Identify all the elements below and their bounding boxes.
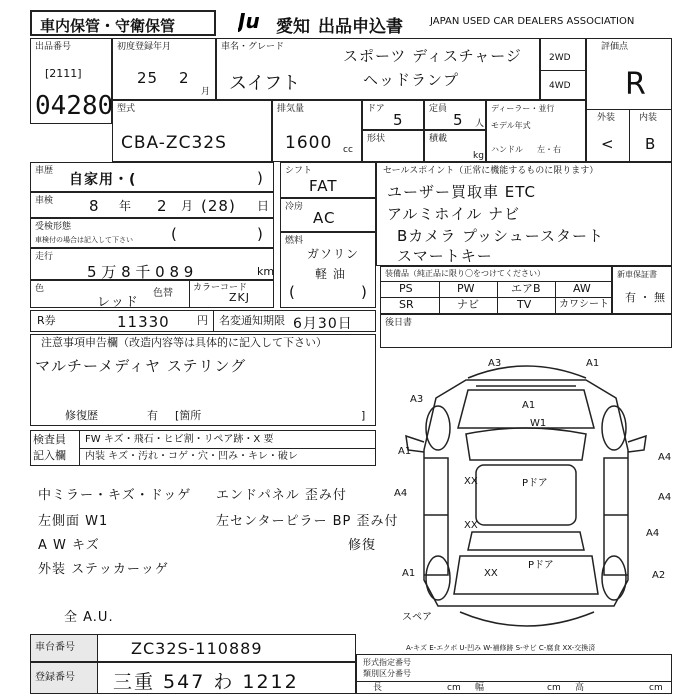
displacement-label: 排気量 — [277, 104, 305, 114]
inspector-note-5: A W キズ — [38, 538, 100, 553]
interior-grade: B — [645, 135, 657, 153]
mark-right-quarter: A2 — [652, 570, 666, 581]
length-unit: cm — [447, 683, 461, 693]
notes-label: 注意事項申告欄（改造内容等は具体的に記入して下さい） — [41, 336, 327, 349]
color-code: ZKJ — [229, 291, 250, 304]
mark-trunk-p: Pドア — [528, 560, 554, 571]
aircon-box — [280, 198, 376, 232]
width-label: 幅 — [475, 683, 485, 693]
equip-aw: AW — [573, 282, 591, 295]
ju-logo — [238, 8, 278, 34]
association-name: JAPAN USED CAR DEALERS ASSOCIATION — [430, 16, 635, 27]
mark-left-rear-xx: XX — [464, 520, 478, 531]
chassis-box — [30, 634, 356, 662]
notes-box — [30, 334, 376, 426]
capacity-label: 定員 — [429, 104, 448, 114]
mark-front-left: A3 — [488, 358, 502, 369]
chassis-value: ZC32S-110889 — [131, 639, 263, 658]
model-name-box — [216, 38, 540, 100]
color-label: 色 — [35, 284, 45, 294]
repair-label: 修復歴 — [65, 409, 98, 422]
car-damage-diagram — [376, 350, 676, 640]
mark-left-door: A4 — [394, 488, 408, 499]
repair-close: ] — [361, 409, 366, 422]
evaluation-box — [586, 38, 672, 162]
mark-spare: スペア — [402, 612, 432, 623]
exterior-grade: < — [601, 135, 615, 153]
storage-badge-text: 車内保管・守衛保管 — [40, 17, 176, 35]
load-unit: kg — [473, 151, 484, 161]
capacity-value: 5 — [453, 111, 464, 129]
plate-value: 三重 547 わ 1212 — [113, 671, 299, 693]
door-box — [362, 100, 424, 130]
inspector-label-2: 記入欄 — [33, 449, 66, 462]
load-label: 積載 — [429, 134, 448, 144]
history-label: 車歴 — [35, 166, 54, 176]
fuel-box — [280, 232, 376, 308]
mileage-label: 走行 — [35, 252, 54, 262]
inspector-row-1: FW キズ・飛石・ヒビ割・リペア跡・X 要 — [85, 434, 274, 445]
mark-hood: A1 — [522, 400, 536, 411]
equip-tv: TV — [517, 298, 532, 311]
diagram-legend: A-キズ E-エクボ U-凹み W-補修跡 S-サビ C-腐食 XX-交換済 — [406, 644, 596, 652]
height-unit: cm — [649, 683, 663, 693]
model-year-label: モデル年式 — [491, 121, 531, 130]
model-grade: スポーツ ディスチャージ — [343, 47, 522, 65]
inspection-year-unit: 年 — [119, 199, 132, 213]
history-box — [30, 162, 274, 192]
tax-box — [30, 310, 376, 332]
receiving-note: 車検付の場合は記入して下さい — [35, 236, 133, 244]
receiving-label: 受検形態 — [35, 222, 72, 232]
displacement-value: 1600 — [285, 133, 333, 153]
selling-point-2: アルミホイル ナビ — [387, 205, 521, 223]
equip-navi: ナビ — [457, 298, 479, 311]
color-change-label: 色替 — [153, 288, 173, 299]
tax-label: R券 — [37, 314, 56, 327]
tax-value: 11330 — [117, 313, 170, 331]
selling-points-label: セールスポイント（正常に機能するものに限ります） — [383, 166, 599, 176]
model-name-label: 車名・グレード — [221, 42, 285, 52]
model-id-label: 形式指定番号 — [363, 658, 411, 667]
receiving-close: ) — [257, 225, 264, 243]
inspector-box — [30, 430, 376, 466]
displacement-box — [272, 100, 362, 162]
width-unit: cm — [547, 683, 561, 693]
equip-leather-seat: カワシート — [559, 299, 609, 310]
inspector-note-4: 左センターピラー BP 歪み付 — [216, 514, 399, 529]
inspection-month: 2 — [157, 197, 168, 215]
remarks-box — [380, 314, 672, 348]
history-value: 自家用・( — [69, 172, 137, 188]
evaluation-label: 評価点 — [601, 42, 629, 52]
registration-label: 初度登録年月 — [117, 42, 172, 52]
inspection-label: 車検 — [35, 196, 54, 206]
mileage-unit: km — [257, 265, 275, 278]
tax-unit: 円 — [197, 314, 208, 327]
color-code-label: カラーコード — [193, 283, 248, 293]
drive-2wd: 2WD — [549, 53, 571, 63]
registration-box — [112, 38, 216, 100]
inspector-note-8: 全 A.U. — [64, 610, 114, 625]
shape-label: 形状 — [367, 134, 386, 144]
fuel-paren-open: ( — [289, 283, 296, 301]
mark-front-right: A1 — [586, 358, 600, 369]
shift-value: FAT — [309, 177, 338, 195]
shift-box — [280, 162, 376, 198]
exterior-label: 外装 — [597, 113, 616, 123]
mark-rear-xx: XX — [484, 568, 498, 579]
notes-value: マルチーメディヤ ステリング — [35, 357, 247, 375]
plate-label: 登録番号 — [31, 663, 97, 693]
mark-right-door: A4 — [658, 492, 672, 503]
repair-place: [箇所 — [175, 409, 202, 422]
inspection-box — [30, 192, 274, 218]
logo-text: 愛知 — [276, 17, 310, 37]
inspector-note-7: 外装 ステッカーッゲ — [38, 562, 169, 577]
aircon-value: AC — [313, 209, 336, 227]
door-value: 5 — [393, 111, 404, 129]
equip-pw: PW — [457, 282, 475, 295]
handle-label: ハンドル — [491, 145, 523, 154]
door-label: ドア — [367, 104, 385, 114]
warranty-value: 有 ・ 無 — [625, 291, 665, 304]
svg-text:Ju: Ju — [238, 9, 260, 33]
drive-4wd: 4WD — [549, 81, 571, 91]
expiry-value: 6月30日 — [293, 316, 353, 332]
ju-logo-icon — [238, 8, 278, 34]
equip-sr: SR — [399, 298, 414, 311]
dealer-box — [486, 100, 586, 162]
remarks-label: 後日書 — [385, 318, 413, 328]
type-label: 型式 — [117, 104, 136, 114]
mark-right-fender: A4 — [658, 452, 672, 463]
plate-box — [30, 662, 356, 694]
mark-left-fender: A1 — [398, 446, 412, 457]
mark-right-rear: A4 — [646, 528, 660, 539]
form-title: 出品申込書 — [318, 17, 403, 37]
storage-badge — [30, 10, 216, 36]
capacity-unit: 人 — [475, 119, 485, 129]
mileage-box — [30, 248, 274, 280]
expiry-label: 名変通知期限 — [219, 314, 285, 327]
registration-month-unit: 月 — [201, 87, 211, 97]
registration-month: 2 — [179, 69, 190, 87]
dealer-label: ディーラー・並行 — [491, 104, 555, 113]
height-label: 高 — [575, 683, 585, 693]
warranty-box — [612, 266, 672, 314]
mark-roof-p: Pドア — [522, 478, 548, 489]
color-box — [30, 280, 274, 308]
lot-box — [30, 38, 112, 124]
aircon-label: 冷房 — [285, 202, 304, 212]
handle-value: 左・右 — [537, 145, 561, 154]
receiving-box — [30, 218, 274, 248]
evaluation-score: R — [625, 67, 646, 102]
registration-year: 25 — [137, 69, 159, 87]
inspector-note-6: 修復 — [348, 538, 377, 553]
equipment-box — [380, 266, 612, 314]
shape-box — [362, 130, 424, 162]
fuel-label: 燃料 — [285, 236, 304, 246]
type-value: CBA-ZC32S — [121, 133, 227, 153]
model-name: スイフト — [229, 73, 301, 94]
model-option: ヘッドランプ — [363, 71, 460, 89]
inspector-note-2: エンドパネル 歪み付 — [216, 488, 347, 503]
capacity-box — [424, 100, 486, 130]
repair-value: 有 — [147, 409, 158, 422]
lot-number: 04280 — [35, 91, 114, 121]
mark-hood-w: W1 — [530, 418, 547, 429]
inspector-row-2: 内装 キズ・汚れ・コゲ・穴・凹み・キレ・破レ — [85, 451, 298, 462]
mark-left-door-xx: XX — [464, 476, 478, 487]
fuel-light-oil: 軽 油 — [315, 267, 346, 281]
chassis-label: 車台番号 — [31, 635, 97, 661]
selling-points-box — [376, 162, 672, 266]
class-id-label: 類別区分番号 — [363, 669, 411, 678]
equip-ps: PS — [399, 282, 413, 295]
warranty-label: 新車保証書 — [617, 270, 657, 279]
fuel-paren-close: ) — [361, 283, 368, 301]
history-close: ) — [257, 169, 264, 187]
type-box — [112, 100, 272, 162]
load-box — [424, 130, 486, 162]
displacement-unit: cc — [343, 145, 353, 155]
selling-point-1: ユーザー買取車 ETC — [387, 183, 537, 201]
selling-point-3: Bカメラ プッシュースタート — [397, 227, 604, 245]
mark-left-front: A3 — [410, 394, 424, 405]
shift-label: シフト — [285, 166, 313, 176]
inspection-day-unit: 日 — [257, 199, 270, 213]
lot-bracket-number: [2111] — [45, 67, 82, 80]
fuel-gasoline: ガソリン — [307, 247, 360, 261]
drive-box — [540, 38, 586, 100]
receiving-open: ( — [171, 225, 178, 243]
inspector-notes — [30, 466, 399, 626]
inspection-year: 8 — [89, 197, 100, 215]
selling-point-4: スマートキー — [397, 247, 493, 265]
interior-label: 内装 — [639, 113, 658, 123]
equipment-label: 装備品（純正品に限り〇をつけてください） — [385, 269, 545, 278]
color-value: レッド — [97, 295, 139, 310]
inspector-label: 検査員 — [33, 433, 66, 446]
equip-airbag: エアB — [511, 282, 541, 295]
lot-label: 出品番号 — [35, 42, 72, 52]
inspector-note-3: 左側面 W1 — [38, 514, 109, 529]
mileage-value: 5 万 8 千 0 8 9 — [87, 263, 194, 281]
dimensions-box — [356, 654, 672, 694]
mark-left-quarter: A1 — [402, 568, 416, 579]
inspector-note-1: 中ミラー・キズ・ドッゲ — [38, 488, 192, 503]
inspection-day: (28) — [201, 197, 236, 215]
inspection-month-unit: 月 — [181, 199, 194, 213]
length-label: 長 — [373, 683, 383, 693]
